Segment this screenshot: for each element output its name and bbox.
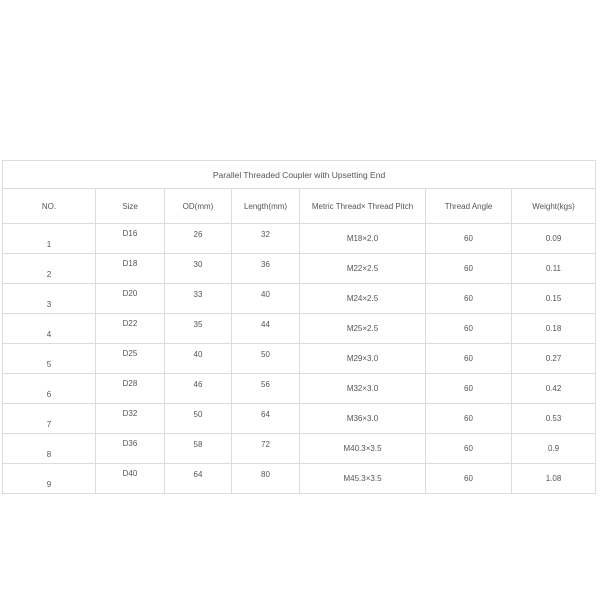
cell-size: D25 <box>96 344 165 374</box>
cell-no: 5 <box>3 344 96 374</box>
cell-od: 30 <box>165 254 232 284</box>
header-od: OD(mm) <box>165 189 232 224</box>
cell-weight: 0.42 <box>512 374 596 404</box>
table-row <box>3 254 596 284</box>
cell-thread: M45.3×3.5 <box>300 464 426 494</box>
cell-angle: 60 <box>426 464 512 494</box>
cell-od: 33 <box>165 284 232 314</box>
cell-no: 3 <box>3 284 96 314</box>
cell-size: D16 <box>96 224 165 254</box>
header-row <box>3 189 596 224</box>
cell-length: 50 <box>232 344 300 374</box>
cell-thread: M22×2.5 <box>300 254 426 284</box>
cell-size: D20 <box>96 284 165 314</box>
cell-length: 40 <box>232 284 300 314</box>
cell-no: 8 <box>3 434 96 464</box>
header-no: NO. <box>3 189 96 224</box>
cell-no: 2 <box>3 254 96 284</box>
cell-angle: 60 <box>426 284 512 314</box>
cell-no: 9 <box>3 464 96 494</box>
cell-weight: 0.18 <box>512 314 596 344</box>
cell-thread: M40.3×3.5 <box>300 434 426 464</box>
header-angle: Thread Angle <box>426 189 512 224</box>
table-row <box>3 314 596 344</box>
cell-length: 44 <box>232 314 300 344</box>
table-row <box>3 434 596 464</box>
cell-size: D32 <box>96 404 165 434</box>
header-thread: Metric Thread× Thread Pitch <box>300 189 426 224</box>
cell-angle: 60 <box>426 314 512 344</box>
cell-no: 6 <box>3 374 96 404</box>
cell-od: 46 <box>165 374 232 404</box>
table-row <box>3 224 596 254</box>
table-row <box>3 344 596 374</box>
cell-no: 4 <box>3 314 96 344</box>
cell-length: 56 <box>232 374 300 404</box>
spec-table <box>2 160 596 494</box>
cell-od: 50 <box>165 404 232 434</box>
cell-angle: 60 <box>426 374 512 404</box>
cell-weight: 1.08 <box>512 464 596 494</box>
cell-no: 1 <box>3 224 96 254</box>
cell-od: 58 <box>165 434 232 464</box>
header-size: Size <box>96 189 165 224</box>
cell-no: 7 <box>3 404 96 434</box>
cell-length: 32 <box>232 224 300 254</box>
cell-thread: M18×2.0 <box>300 224 426 254</box>
cell-od: 35 <box>165 314 232 344</box>
table-row <box>3 284 596 314</box>
cell-od: 64 <box>165 464 232 494</box>
header-weight: Weight(kgs) <box>512 189 596 224</box>
cell-weight: 0.11 <box>512 254 596 284</box>
cell-size: D40 <box>96 464 165 494</box>
cell-weight: 0.15 <box>512 284 596 314</box>
cell-od: 26 <box>165 224 232 254</box>
cell-size: D28 <box>96 374 165 404</box>
table-row <box>3 464 596 494</box>
cell-od: 40 <box>165 344 232 374</box>
cell-angle: 60 <box>426 224 512 254</box>
cell-thread: M24×2.5 <box>300 284 426 314</box>
cell-size: D18 <box>96 254 165 284</box>
cell-angle: 60 <box>426 254 512 284</box>
cell-length: 64 <box>232 404 300 434</box>
cell-thread: M29×3.0 <box>300 344 426 374</box>
cell-size: D22 <box>96 314 165 344</box>
cell-weight: 0.9 <box>512 434 596 464</box>
cell-weight: 0.53 <box>512 404 596 434</box>
cell-size: D36 <box>96 434 165 464</box>
table-caption: Parallel Threaded Coupler with Upsetting End <box>3 161 596 189</box>
cell-angle: 60 <box>426 344 512 374</box>
cell-weight: 0.09 <box>512 224 596 254</box>
cell-angle: 60 <box>426 434 512 464</box>
table-row <box>3 374 596 404</box>
cell-angle: 60 <box>426 404 512 434</box>
header-length: Length(mm) <box>232 189 300 224</box>
cell-length: 36 <box>232 254 300 284</box>
cell-thread: M36×3.0 <box>300 404 426 434</box>
cell-length: 72 <box>232 434 300 464</box>
table-row <box>3 404 596 434</box>
cell-length: 80 <box>232 464 300 494</box>
cell-thread: M25×2.5 <box>300 314 426 344</box>
cell-weight: 0.27 <box>512 344 596 374</box>
cell-thread: M32×3.0 <box>300 374 426 404</box>
